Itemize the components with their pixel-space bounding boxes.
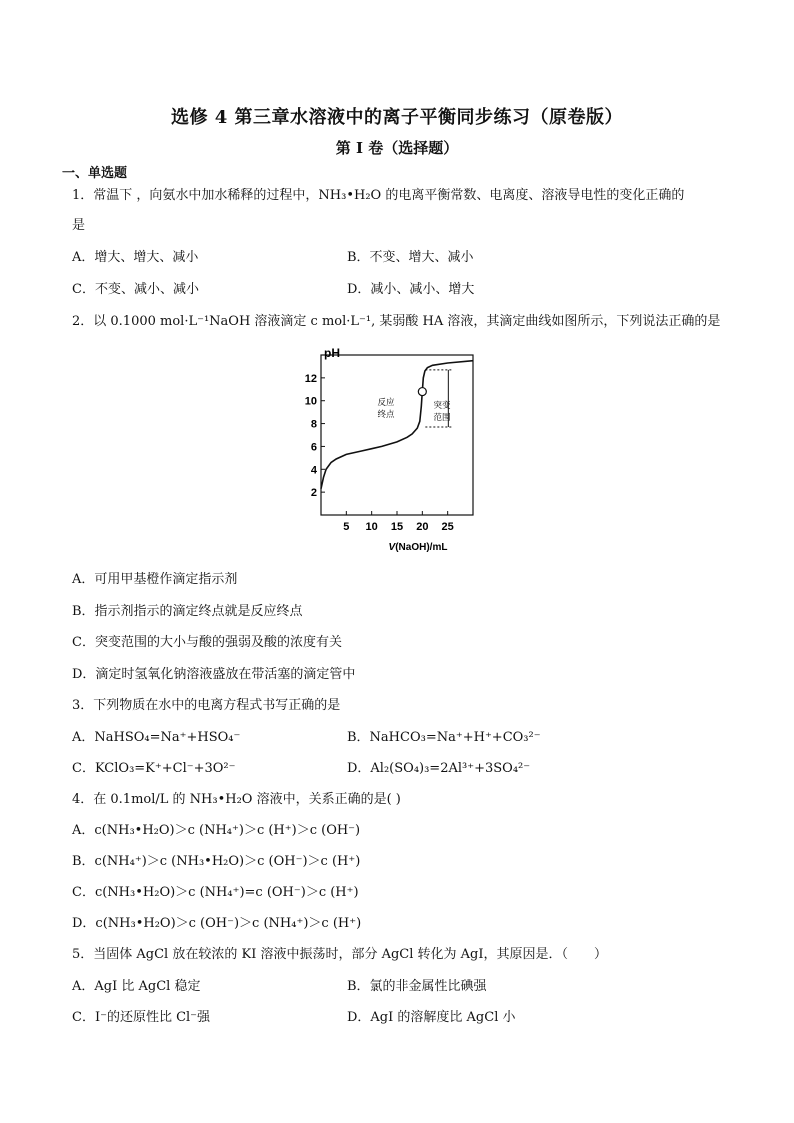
q2-stem: 2．以 0.1000 mol·L⁻¹NaOH 溶液滴定 c mol·L⁻¹, 某弱酸 HA 溶液，其滴定曲线如图所示，下列说法正确的是 xyxy=(72,314,721,329)
x-axis-ticks xyxy=(343,511,454,533)
q5-stem: 5．当固体 AgCl 放在较浓的 KI 溶液中振荡时，部分 AgCl 转化为 AgI，其原因是．（ ） xyxy=(72,947,608,962)
q5-option-b: B．氯的非金属性比碘强 xyxy=(347,979,487,994)
endpoint-marker xyxy=(418,388,426,396)
q2-option-c: C．突变范围的大小与酸的强弱及酸的浓度有关 xyxy=(72,635,342,650)
x-axis-label: V(NaOH)/mL xyxy=(388,542,448,553)
x-tick-label: 25 xyxy=(441,521,454,533)
y-tick-label: 6 xyxy=(310,441,317,454)
q3-option-a: A．NaHSO₄=Na⁺+HSO₄⁻ xyxy=(72,730,241,745)
q4-stem: 4．在 0.1mol/L 的 NH₃•H₂O 溶液中，关系正确的是( ) xyxy=(72,792,401,807)
q1-stem: 1．常温下 ，向氨水中加水稀释的过程中，NH₃•H₂O 的电离平衡常数、电离度、溶液导电性的变化正确的 xyxy=(72,188,685,203)
section-heading: 一、单选题 xyxy=(62,166,128,181)
q1-option-b: B．不变、增大、减小 xyxy=(347,250,474,265)
y-tick-label: 10 xyxy=(304,395,317,408)
q2-option-b: B．指示剂指示的滴定终点就是反应终点 xyxy=(72,604,303,619)
plot-frame xyxy=(321,355,473,515)
y-tick-label: 8 xyxy=(310,418,317,431)
x-tick-label: 20 xyxy=(416,521,429,533)
q5-option-c: C．I⁻的还原性比 Cl⁻强 xyxy=(72,1010,211,1025)
q4-option-d: D．c(NH₃•H₂O)＞c (OH⁻)＞c (NH₄⁺)＞c (H⁺) xyxy=(72,916,362,931)
endpoint-label: 反应 xyxy=(377,398,395,408)
titration-curve xyxy=(321,361,473,489)
q3-option-d: D．Al₂(SO₄)₃=2Al³⁺+3SO₄²⁻ xyxy=(347,761,531,776)
q2-option-a: A．可用甲基橙作滴定指示剂 xyxy=(72,572,238,587)
q1-option-c: C．不变、减小、减小 xyxy=(72,282,199,297)
q1-stem-cont: 是 xyxy=(72,218,86,233)
q1-option-a: A．增大、增大、减小 xyxy=(72,250,199,265)
q3-option-b: B．NaHCO₃=Na⁺+H⁺+CO₃²⁻ xyxy=(347,730,541,745)
x-tick-label: 15 xyxy=(390,521,404,533)
q3-stem: 3．下列物质在水中的电离方程式书写正确的是 xyxy=(72,698,341,713)
q3-option-c: C．KClO₃=K⁺+Cl⁻+3O²⁻ xyxy=(72,761,236,776)
q1-option-d: D．减小、减小、增大 xyxy=(347,282,475,297)
q4-option-b: B．c(NH₄⁺)＞c (NH₃•H₂O)＞c (OH⁻)＞c (H⁺) xyxy=(72,854,361,869)
y-tick-label: 2 xyxy=(310,487,317,500)
x-tick-label: 10 xyxy=(365,521,378,533)
y-axis-ticks xyxy=(305,373,325,499)
y-axis-label: pH xyxy=(324,346,340,360)
q5-option-d: D．AgI 的溶解度比 AgCl 小 xyxy=(347,1010,516,1025)
endpoint-label-2: 终点 xyxy=(377,410,395,420)
page-title: 选修 4 第三章水溶液中的离子平衡同步练习（原卷版） xyxy=(170,107,624,128)
q4-option-a: A．c(NH₃•H₂O)＞c (NH₄⁺)＞c (H⁺)＞c (OH⁻) xyxy=(72,823,361,838)
y-tick-label: 12 xyxy=(304,372,317,385)
range-label-2: 范围 xyxy=(433,413,451,423)
q5-option-a: A．AgI 比 AgCl 稳定 xyxy=(72,979,201,994)
range-label: 突变 xyxy=(433,401,451,411)
titration-curve-chart xyxy=(306,340,496,555)
x-tick-label: 5 xyxy=(343,521,350,533)
volume-subtitle: 第 I 卷（选择题） xyxy=(335,139,459,157)
q2-option-d: D．滴定时氢氧化钠溶液盛放在带活塞的滴定管中 xyxy=(72,667,356,682)
q4-option-c: C．c(NH₃•H₂O)＞c (NH₄⁺)=c (OH⁻)＞c (H⁺) xyxy=(72,885,359,900)
annotation-group xyxy=(377,370,452,427)
y-tick-label: 4 xyxy=(310,464,317,477)
